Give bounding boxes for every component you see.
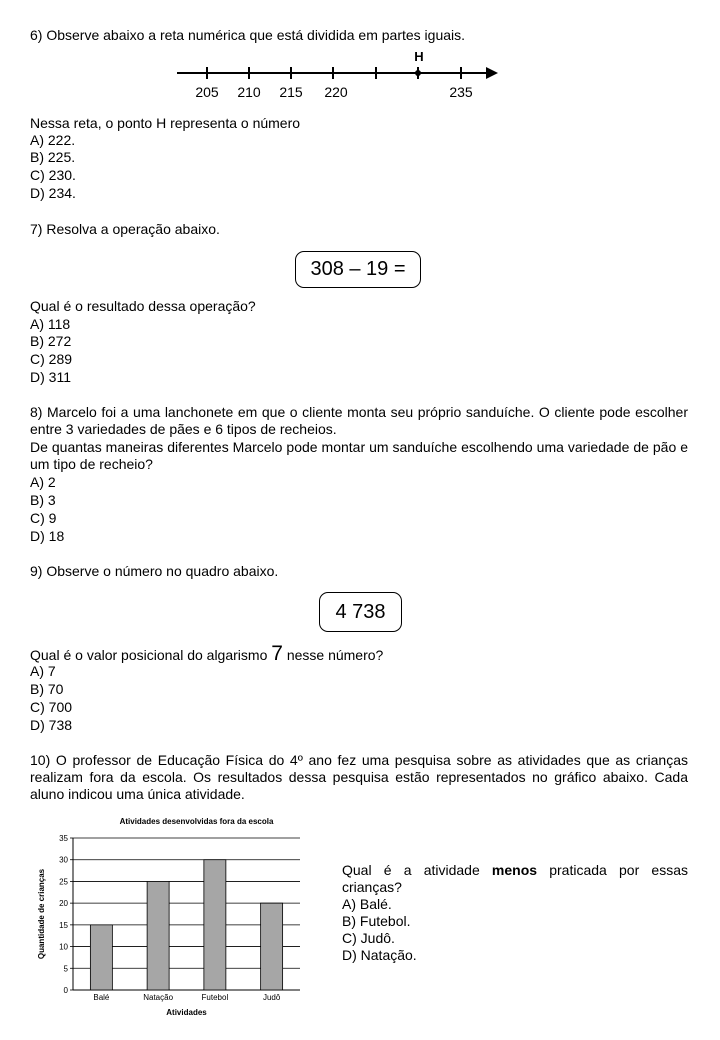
x-axis-label: Atividades: [166, 1008, 207, 1017]
q6-option-a: A) 222.: [30, 132, 76, 148]
y-tick-label-25: 25: [59, 877, 68, 887]
q6-option-d: D) 234.: [30, 185, 76, 201]
q7-expression: 308 – 19 =: [310, 258, 406, 280]
activities-bar-chart: [30, 810, 320, 1025]
q8-option-b: B) 3: [30, 492, 56, 508]
tick-label-210: 210: [237, 84, 261, 100]
y-tick-label-15: 15: [59, 920, 68, 930]
number-line-arrow-icon: [486, 67, 498, 79]
q8-text-2: De quantas maneiras diferentes Marcelo pode montar um sanduíche escolhendo uma variedade de pão e um tipo de recheio?: [30, 439, 688, 472]
q9-option-b: B) 70: [30, 681, 64, 697]
q6-prompt: Nessa reta, o ponto H representa o número: [30, 115, 301, 131]
tick-label-205: 205: [195, 84, 219, 100]
q8-option-d: D) 18: [30, 528, 65, 544]
q10-prompt: [342, 862, 688, 896]
q6-option-b: B) 225.: [30, 149, 76, 165]
q7-option-b: B) 272: [30, 333, 72, 349]
q9-prompt: [30, 642, 384, 665]
x-tick-label-bale: Balé: [93, 993, 110, 1002]
x-tick-label-judo: Judô: [262, 993, 281, 1002]
bar-futebol: [204, 860, 226, 990]
q9-prompt-digit: 7: [271, 642, 283, 665]
q9-option-d: D) 738: [30, 717, 73, 733]
tick-label-215: 215: [279, 84, 303, 100]
q7-prompt: Qual é o resultado dessa operação?: [30, 298, 256, 314]
chart-title: Atividades desenvolvidas fora da escola: [119, 817, 274, 826]
q10-option-c: C) Judô.: [342, 930, 395, 946]
q6-title: 6) Observe abaixo a reta numérica que está dividida em partes iguais.: [30, 27, 466, 43]
q9-option-a: A) 7: [30, 663, 56, 679]
bar-judo: [261, 903, 283, 990]
y-axis-label: Quantidade de crianças: [37, 868, 46, 960]
q10-prompt-after: praticada por essas crianças?: [342, 862, 688, 895]
q9-number: 4 738: [335, 600, 386, 623]
q7-expression-box: [295, 251, 421, 288]
y-tick-label-35: 35: [59, 834, 68, 843]
point-h-dot: [415, 70, 421, 76]
x-tick-label-futebol: Futebol: [201, 993, 229, 1002]
q10-text: 10) O professor de Educação Física do 4º ano fez uma pesquisa sobre as atividades que as crianças realizam fora da escola. Os resultados dessa pesquisa estão representados no gráfico abaixo. Cada aluno indicou uma única atividade.: [30, 752, 688, 802]
q7-option-c: C) 289: [30, 351, 73, 367]
y-tick-label-5: 5: [63, 964, 68, 974]
point-h-label: H: [414, 49, 424, 64]
q7-option-d: D) 311: [30, 369, 71, 385]
q9-title: 9) Observe o número no quadro abaixo.: [30, 563, 279, 579]
number-line: [0, 46, 720, 106]
q10-prompt-before: Qual é a atividade: [342, 862, 492, 878]
q10-question-block: [342, 862, 688, 964]
q9-number-box: [319, 592, 402, 632]
q7-title: 7) Resolva a operação abaixo.: [30, 221, 220, 237]
q10-option-b: B) Futebol.: [342, 913, 411, 929]
bar-bale: [90, 925, 112, 990]
y-tick-label-30: 30: [59, 855, 68, 865]
q10-option-d: D) Natação.: [342, 947, 417, 963]
q9-prompt-after: nesse número?: [282, 647, 384, 663]
q10-option-a: A) Balé.: [342, 896, 392, 912]
q9-option-c: C) 700: [30, 699, 73, 715]
y-tick-label-10: 10: [59, 942, 68, 952]
q10-prompt-bold: menos: [491, 862, 538, 878]
x-tick-label-natacao: Natação: [143, 993, 174, 1002]
q6-option-c: C) 230.: [30, 167, 76, 183]
q8-option-a: A) 2: [30, 474, 56, 490]
q8-text-1: 8) Marcelo foi a uma lanchonete em que o cliente monta seu próprio sanduíche. O cliente pode escolher entre 3 variedades de pães e 6 tipos de recheios.: [30, 404, 688, 437]
tick-label-220: 220: [324, 84, 348, 100]
y-tick-label-20: 20: [59, 899, 68, 909]
y-tick-label-0: 0: [63, 986, 68, 995]
q7-option-a: A) 118: [30, 316, 71, 332]
tick-label-235: 235: [449, 84, 473, 100]
q8-option-c: C) 9: [30, 510, 57, 526]
bar-natacao: [147, 881, 169, 990]
q9-prompt-before: Qual é o valor posicional do algarismo: [30, 647, 272, 663]
